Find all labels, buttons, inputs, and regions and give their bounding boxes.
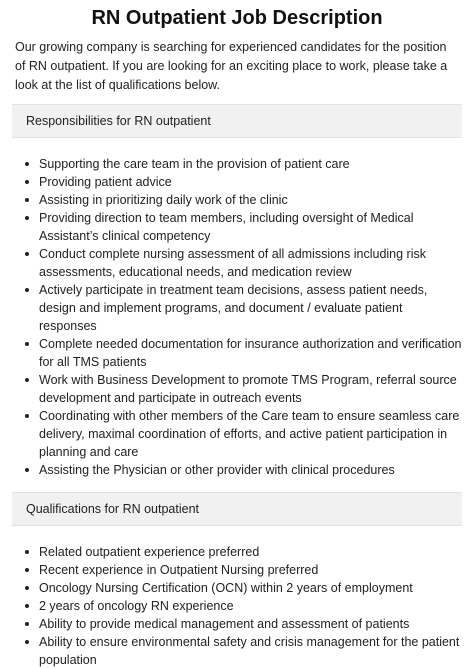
- bullet-icon: [25, 604, 29, 608]
- bullet-icon: [25, 288, 29, 292]
- bullet-icon: [25, 198, 29, 202]
- list-item: [12, 561, 462, 579]
- list-item: [12, 155, 462, 173]
- list-item: [12, 335, 462, 371]
- list-item-text: Recent experience in Outpatient Nursing preferred: [39, 563, 319, 577]
- list-item-text: Assisting the Physician or other provider with clinical procedures: [39, 463, 395, 477]
- bullet-icon: [25, 252, 29, 256]
- list-item-text: Assisting in prioritizing daily work of the clinic: [39, 193, 288, 207]
- list-item: [12, 209, 462, 245]
- list-item-text: Oncology Nursing Certification (OCN) within 2 years of employment: [39, 581, 413, 595]
- list-item-text: Ability to provide medical management and assessment of patients: [39, 617, 410, 631]
- list-item-text: Complete needed documentation for insurance authorization and verification for all TMS patients: [39, 337, 462, 369]
- list-item: [12, 615, 462, 633]
- list-item-text: Providing direction to team members, including oversight of Medical Assistant’s clinical competency: [39, 211, 414, 243]
- list-item-text: Coordinating with other members of the Care team to ensure seamless care delivery, maximal coordination of efforts, and active patient participation in planning and care: [39, 409, 460, 459]
- list-item: [12, 543, 462, 561]
- bullet-icon: [25, 468, 29, 472]
- bullet-icon: [25, 550, 29, 554]
- list-item: [12, 579, 462, 597]
- bullet-icon: [25, 640, 29, 644]
- bullet-icon: [25, 162, 29, 166]
- bullet-icon: [25, 568, 29, 572]
- list-item: [12, 633, 462, 669]
- list-item-text: 2 years of oncology RN experience: [39, 599, 234, 613]
- qualifications-heading: Qualifications for RN outpatient: [12, 492, 462, 526]
- list-item: [12, 281, 462, 335]
- list-item: [12, 245, 462, 281]
- list-item: [12, 191, 462, 209]
- list-item: [12, 461, 462, 479]
- list-item-text: Supporting the care team in the provision of patient care: [39, 157, 350, 171]
- page-title: RN Outpatient Job Description: [91, 7, 383, 29]
- bullet-icon: [25, 622, 29, 626]
- list-item-text: Actively participate in treatment team decisions, assess patient needs, design and implement programs, and document / evaluate patient responses: [39, 283, 428, 333]
- bullet-icon: [25, 180, 29, 184]
- list-item-text: Ability to ensure environmental safety and crisis management for the patient population: [39, 635, 460, 667]
- list-item: [12, 407, 462, 461]
- list-item: [12, 371, 462, 407]
- list-item-text: Work with Business Development to promote TMS Program, referral source development and participate in outreach events: [39, 373, 457, 405]
- bullet-icon: [25, 342, 29, 346]
- bullet-icon: [25, 216, 29, 220]
- bullet-icon: [25, 586, 29, 590]
- list-item: [12, 597, 462, 615]
- responsibilities-heading: Responsibilities for RN outpatient: [12, 104, 462, 138]
- list-item: [12, 173, 462, 191]
- list-item-text: Conduct complete nursing assessment of all admissions including risk assessments, educational needs, and medication review: [39, 247, 426, 279]
- list-item-text: Related outpatient experience preferred: [39, 545, 260, 559]
- qualifications-list: [12, 543, 462, 669]
- bullet-icon: [25, 378, 29, 382]
- bullet-icon: [25, 414, 29, 418]
- responsibilities-list: [12, 155, 462, 479]
- list-item-text: Providing patient advice: [39, 175, 172, 189]
- intro-paragraph: Our growing company is searching for experienced candidates for the position of RN outpatient. If you are looking for an exciting place to work, please take a look at the list of qualifications below.: [15, 40, 448, 92]
